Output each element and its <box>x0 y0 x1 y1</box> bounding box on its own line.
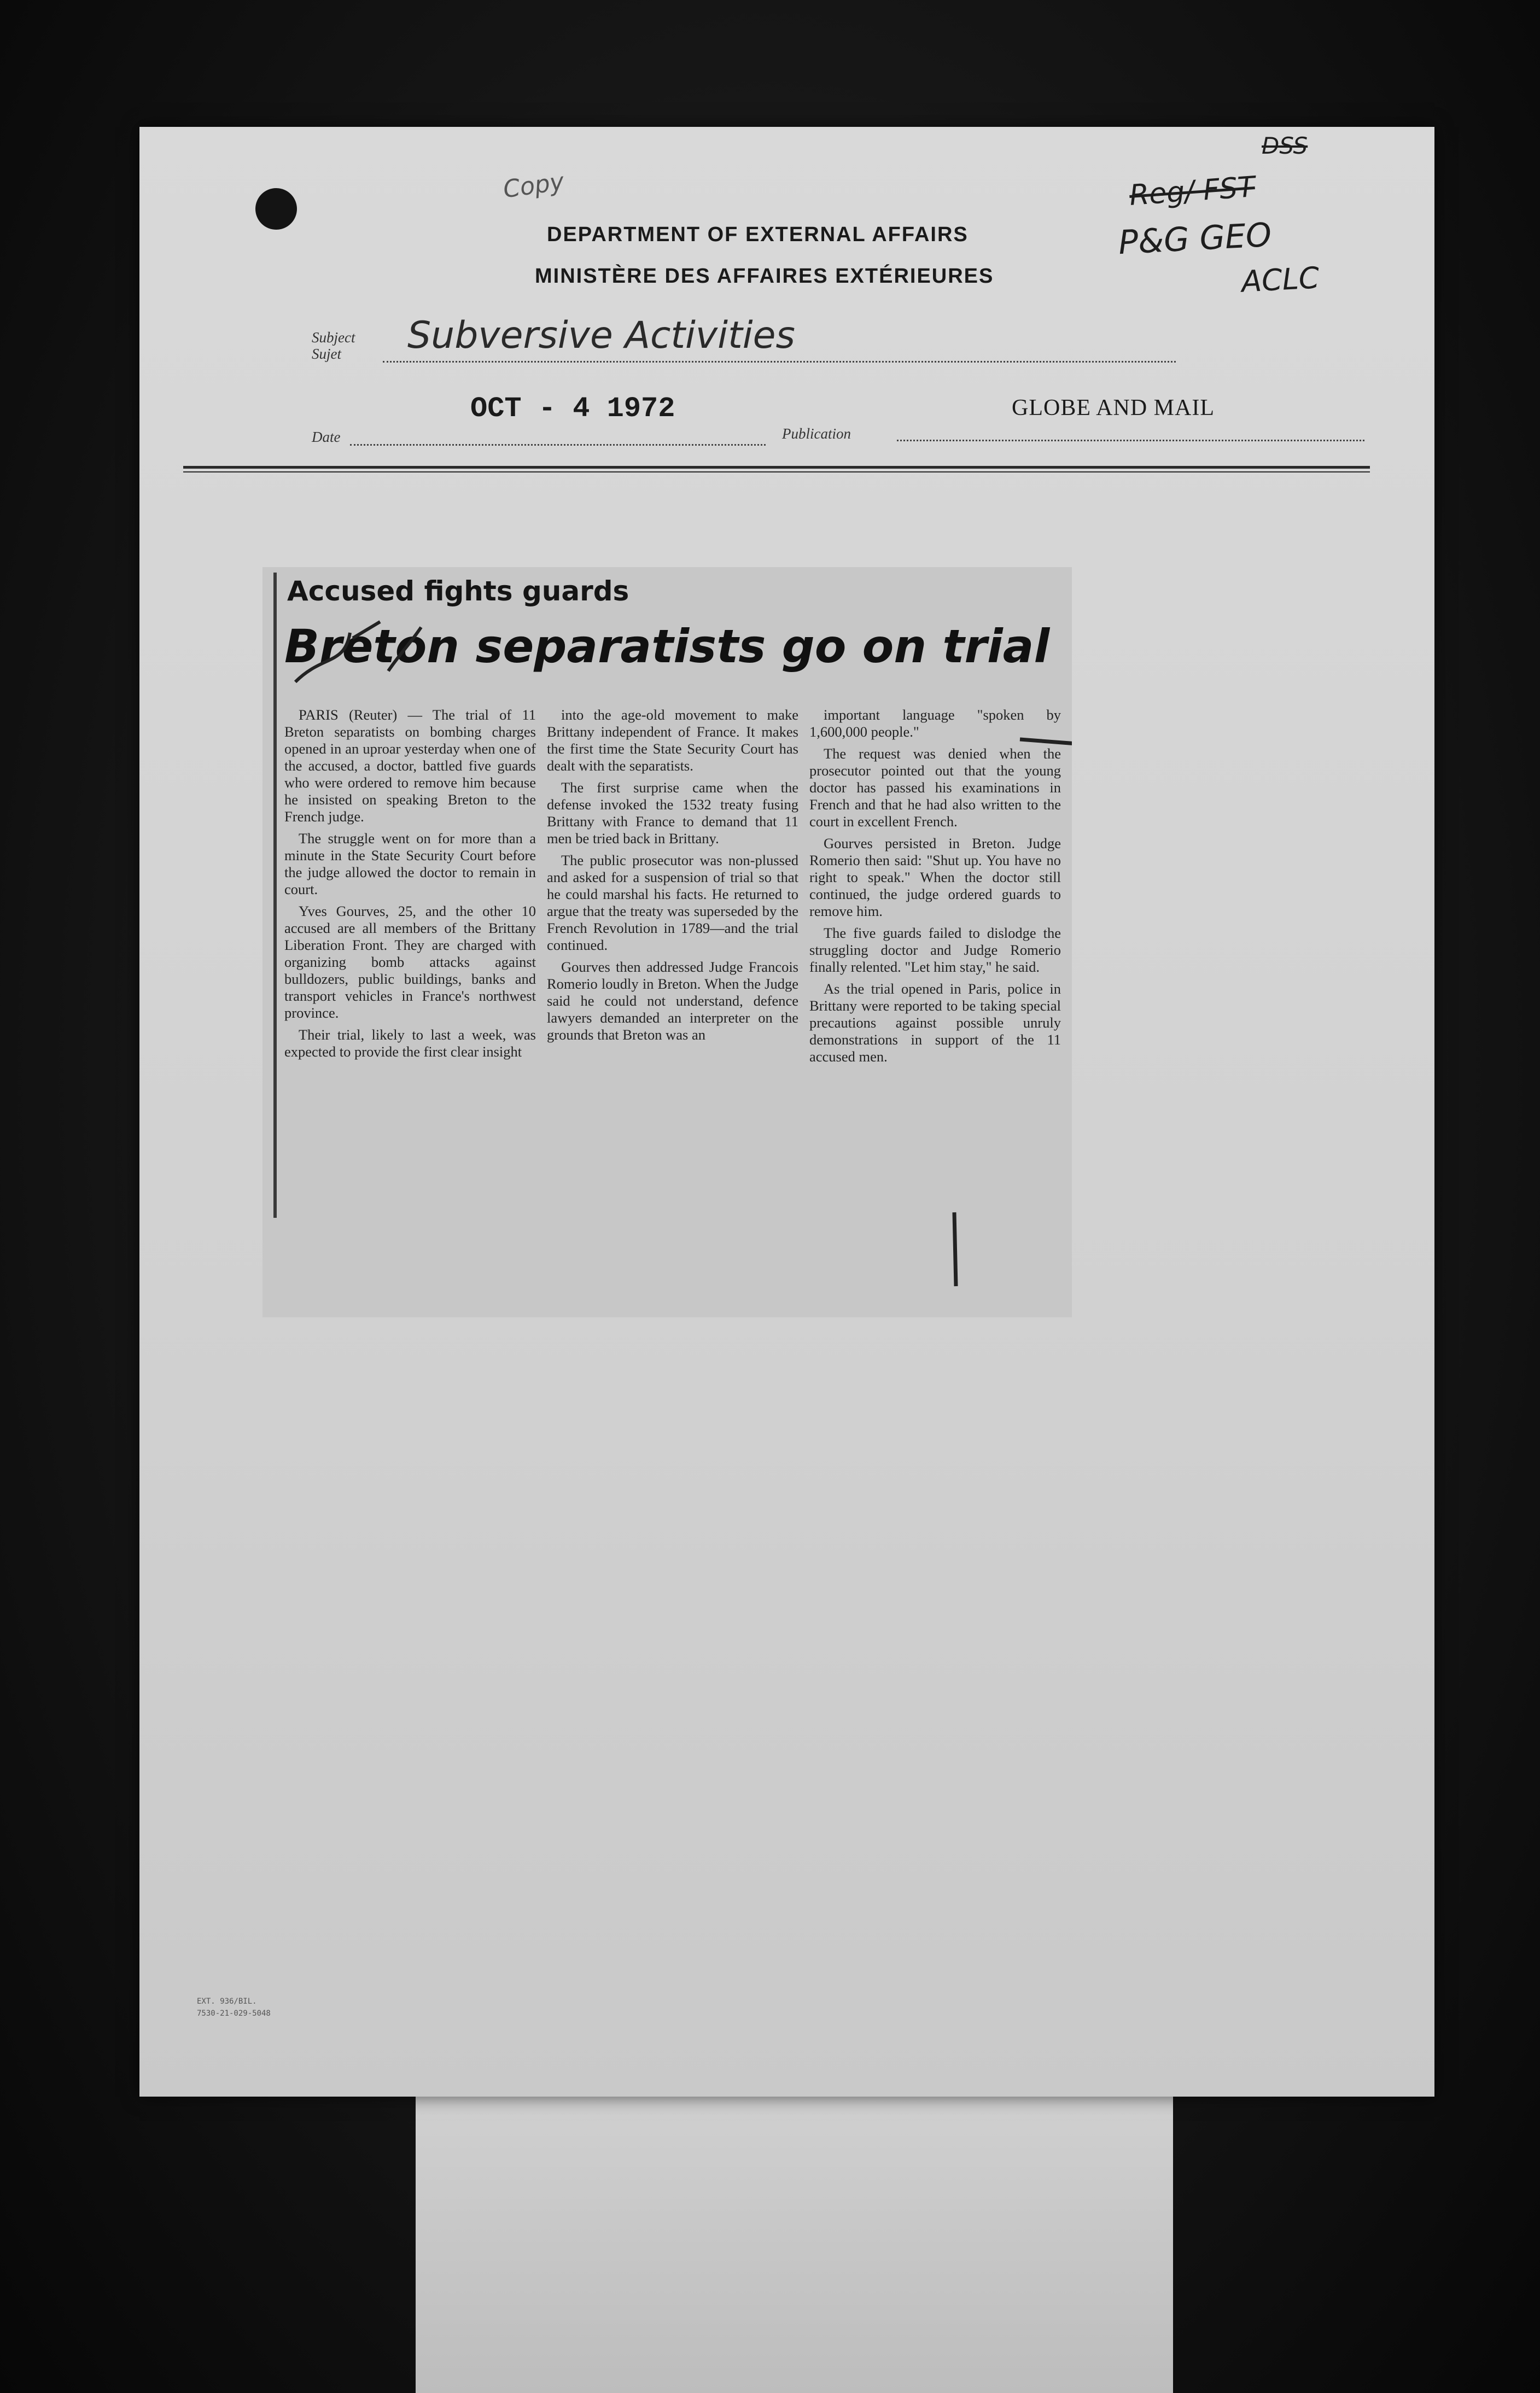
article-paragraph: The first surprise came when the defense invoked the 1532 treaty fusing Brittany with France to demand that 11 men be tried back in Brittany. <box>547 779 798 847</box>
newspaper-clipping <box>262 567 1072 1317</box>
date-line <box>350 444 766 446</box>
sujet-label: Sujet <box>312 346 341 362</box>
article-paragraph: The struggle went on for more than a minute in the State Security Court before the judge allowed the doctor to remain in court. <box>284 830 536 897</box>
routing-note-reg: Reg/ FST <box>1128 171 1256 212</box>
article-paragraph: Yves Gourves, 25, and the other 10 accused are all members of the Brittany Liberation Front. They are charged with organizing bomb attacks against bulldozers, public buildings, banks and transport vehicles in France's northwest province. <box>284 903 536 1021</box>
form-code-2: 7530-21-029-5048 <box>197 2009 271 2018</box>
article-paragraph: Their trial, likely to last a week, was expected to provide the first clear insight <box>284 1026 536 1060</box>
publication-value: GLOBE AND MAIL <box>1012 395 1215 421</box>
article-paragraph: Gourves then addressed Judge Francois Romerio loudly in Breton. When the Judge said he could not understand, defence lawyers demanded an interpreter on the grounds that Breton was an <box>547 959 798 1043</box>
vertical-pen-mark <box>954 1212 956 1286</box>
routing-note-geo: P&G GEO <box>1117 215 1273 262</box>
article-paragraph: into the age-old movement to make Brittany independent of France. It makes the first time the State Security Court has dealt with the separatists. <box>547 707 798 774</box>
article-paragraph: PARIS (Reuter) — The trial of 11 Breton separatists on bombing charges opened in an uproar yesterday when one of the accused, a doctor, battled five guards who were ordered to remove him because he insisted on speaking Breton to the French judge. <box>284 707 536 825</box>
article-kicker: Accused fights guards <box>287 575 629 607</box>
dash-mark <box>1020 739 1072 745</box>
article-paragraph: Gourves persisted in Breton. Judge Romerio then said: "Shut up. You have no right to speak." When the doctor still continued, the judge ordered guards to remove him. <box>809 835 1061 919</box>
subject-line <box>383 361 1176 363</box>
article-paragraph: The public prosecutor was non-plussed and asked for a suspension of trial so that he could marshal his facts. He returned to argue that the treaty was superseded by the French Revolution in 1789—and the trial continued. <box>547 852 798 953</box>
publication-line <box>897 440 1364 441</box>
header-rule-bottom <box>183 471 1370 472</box>
punch-hole <box>255 188 297 230</box>
form-code-1: EXT. 936/BIL. <box>197 1997 257 2006</box>
article-paragraph: The request was denied when the prosecutor pointed out that the young doctor has passed his examinations in French and that he had also written to the court in excellent French. <box>809 745 1061 830</box>
subject-label: Subject <box>312 329 355 346</box>
scribble-mark <box>295 622 421 682</box>
department-name-english: DEPARTMENT OF EXTERNAL AFFAIRS <box>547 223 969 246</box>
publication-label: Publication <box>782 425 851 442</box>
document-sheet <box>139 127 1434 2097</box>
routing-note-aclc: ACLC <box>1240 260 1320 299</box>
date-stamp: OCT - 4 1972 <box>470 393 675 425</box>
department-name-french: MINISTÈRE DES AFFAIRES EXTÉRIEURES <box>535 265 994 288</box>
header-rule-top <box>183 466 1370 469</box>
subject-value: Subversive Activities <box>407 314 795 357</box>
article-paragraph: important language "spoken by 1,600,000 people." <box>809 707 1061 740</box>
routing-note-dss: DSS <box>1262 132 1308 159</box>
article-paragraph: As the trial opened in Paris, police in Brittany were reported to be taking special precautions against possible unruly demonstrations in support of the 11 accused men. <box>809 980 1061 1065</box>
underlying-sheet <box>416 2094 1173 2393</box>
article-headline: Breton separatists go on trial <box>284 620 1050 673</box>
article-paragraph: The five guards failed to dislodge the struggling doctor and Judge Romerio finally relented. "Let him stay," he said. <box>809 925 1061 975</box>
date-label: Date <box>312 429 341 445</box>
handwritten-copy-mark: Copy <box>501 167 566 204</box>
handwritten-marks <box>262 567 1072 1317</box>
